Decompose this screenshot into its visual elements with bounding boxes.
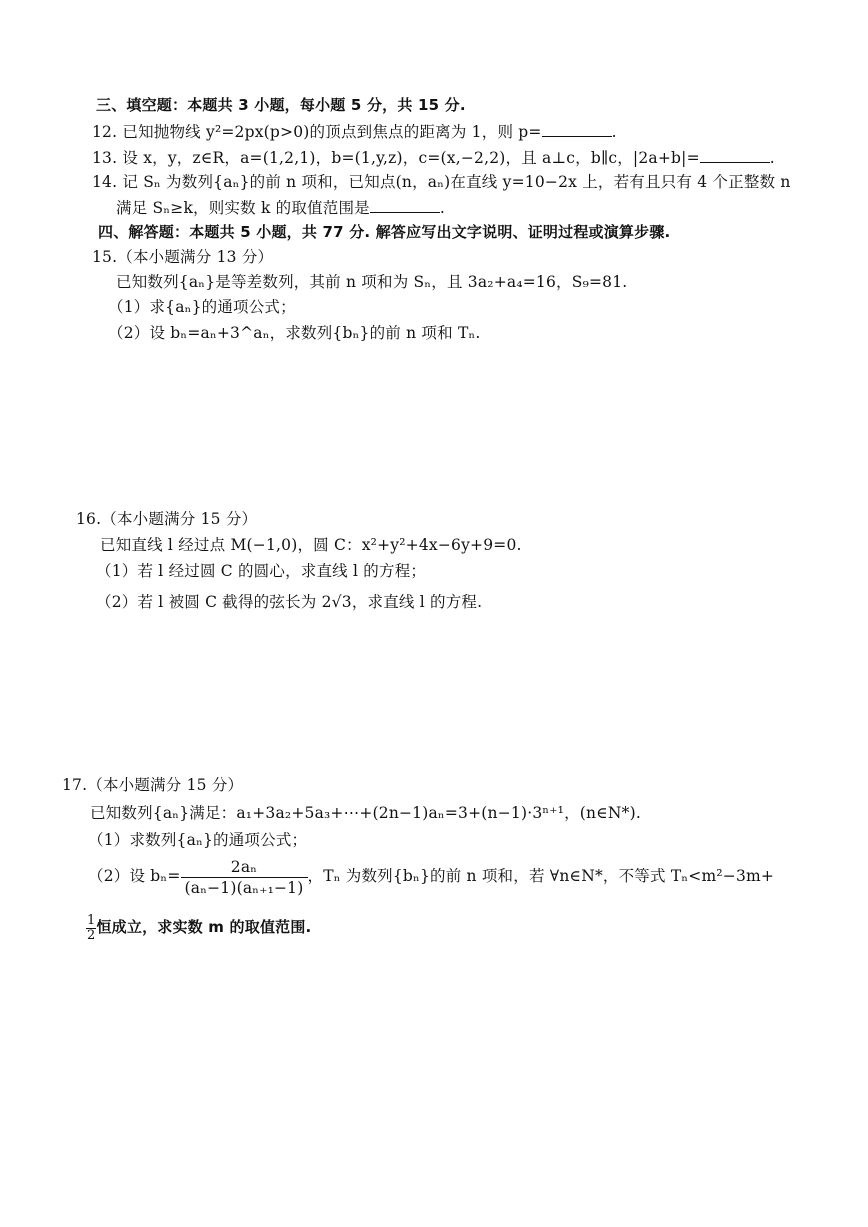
answer-blank-12[interactable]	[542, 120, 612, 137]
answer-blank-13[interactable]	[700, 146, 770, 163]
question-17-part1: （1）求数列{aₙ}的通项公式；	[88, 831, 308, 849]
fraction-one-half: $\frac{1}{2}$	[87, 912, 96, 943]
question-12-text: 12. 已知抛物线 y²=2px(p>0)的顶点到焦点的距离为 1，则 p=	[92, 123, 542, 141]
question-16-part2: （2）若 l 被圆 C 截得的弦长为 2√3，求直线 l 的方程.	[96, 593, 483, 611]
question-15-title: 15.（本小题满分 13 分）	[92, 248, 274, 266]
answer-blank-14[interactable]	[370, 196, 440, 213]
question-15-part1: （1）求{aₙ}的通项公式；	[108, 298, 296, 316]
question-14-line1: 14. 记 Sₙ 为数列{aₙ}的前 n 项和，已知点(n，aₙ)在直线 y=10−2x 上，若有且只有 4 个正整数 n	[92, 173, 791, 191]
question-17-part2-suffix: ，Tₙ 为数列{bₙ}的前 n 项和，若 ∀n∈N*，不等式 Tₙ<m²−3m+	[307, 867, 775, 885]
question-15-stem: 已知数列{aₙ}是等差数列，其前 n 项和为 Sₙ，且 3a₂+a₄=16，S₉=81.	[116, 273, 628, 291]
question-17-part2-prefix: （2）设 bₙ=	[88, 867, 181, 885]
question-14-line2: 满足 Sₙ≥k，则实数 k 的取值范围是 .	[116, 196, 445, 219]
question-17-stem: 已知数列{aₙ}满足：a₁+3a₂+5a₃+⋯+(2n−1)aₙ=3+(n−1)·3ⁿ⁺¹，(n∈N*).	[90, 804, 641, 822]
fraction-numerator: 2aₙ	[181, 858, 308, 878]
question-17-title: 17.（本小题满分 15 分）	[62, 776, 244, 794]
question-15-part2: （2）设 bₙ=aₙ+3^aₙ，求数列{bₙ}的前 n 项和 Tₙ.	[108, 324, 481, 342]
fraction-denominator: (aₙ−1)(aₙ₊₁−1)	[184, 878, 304, 897]
question-12: 12. 已知抛物线 y²=2px(p>0)的顶点到焦点的距离为 1，则 p= .	[92, 120, 617, 143]
question-16-part1: （1）若 l 经过圆 C 的圆心，求直线 l 的方程；	[96, 562, 427, 580]
section3-heading: 三、填空题：本题共 3 小题，每小题 5 分，共 15 分.	[96, 96, 466, 114]
question-13-text: 13. 设 x，y，z∈R，a=(1,2,1)，b=(1,y,z)，c=(x,−2,2)，且 a⊥c，b∥c，|2a+b|=	[92, 149, 700, 167]
question-13: 13. 设 x，y，z∈R，a=(1,2,1)，b=(1,y,z)，c=(x,−2,2)，且 a⊥c，b∥c，|2a+b|= .	[92, 146, 775, 169]
question-17-part2-cont-text: 恒成立，求实数 m 的取值范围.	[96, 918, 312, 936]
fraction-bn	[181, 858, 308, 897]
question-14-text: 满足 Sₙ≥k，则实数 k 的取值范围是	[116, 199, 370, 217]
section4-heading: 四、解答题：本题共 5 小题，共 77 分. 解答应写出文字说明、证明过程或演算步骤.	[98, 223, 671, 241]
question-17-part2	[88, 856, 774, 897]
question-17-part2-continued	[86, 910, 311, 944]
question-16-title: 16.（本小题满分 15 分）	[76, 510, 258, 528]
question-16-stem: 已知直线 l 经过点 M(−1,0)，圆 C：x²+y²+4x−6y+9=0.	[100, 536, 522, 554]
